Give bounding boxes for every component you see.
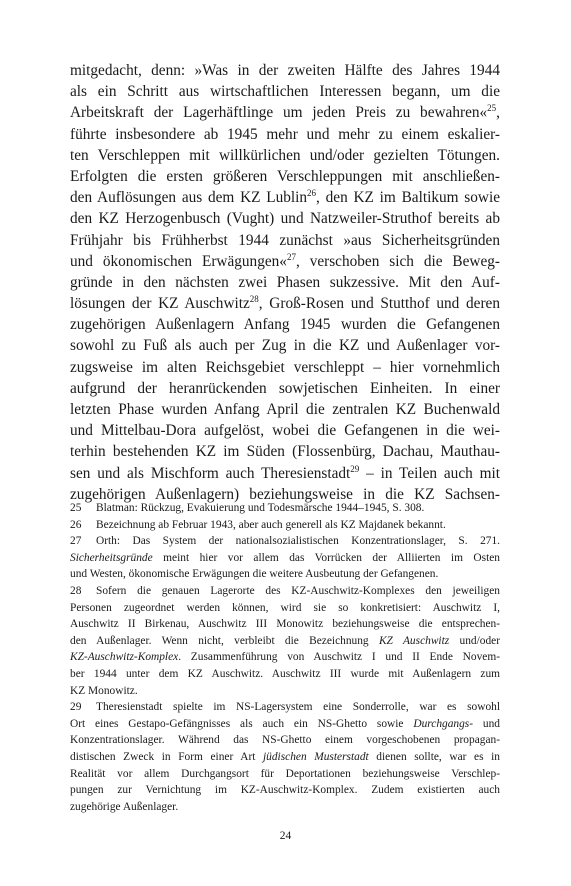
text-line: zugehörigen Außenlagern) beziehungsweise in die KZ Sachsen- <box>70 485 500 503</box>
footnote-text: Auschwitz II Birkenau, Auschwitz III Monowitz beziehungsweise die entsprechen- <box>70 618 500 631</box>
text-line: Erfolgten die ersten größeren Verschleppungen mit anschließen- <box>70 167 500 185</box>
footnote-emphasis: Durchgangs- <box>413 717 474 730</box>
footnote-emphasis: KZ-Auschwitz-Komplex <box>70 651 179 664</box>
footnote-text: und Westen, ökonomische Erwägungen die weitere Ausbeutung der Gefangenen. <box>70 568 439 581</box>
footnote-text: pungen zur Vernichtung im KZ-Auschwitz-Komplex. Zudem existierten auch <box>70 784 500 797</box>
footnote-emphasis: Sicherheitsgründe <box>70 551 153 564</box>
text-line: und ökonomischen Erwägungen«$^{27}$, verschoben sich die Beweg- <box>70 251 500 270</box>
footnote-text: Realität vor allem Durchgangsort für Deportationen beziehungsweise Verschlep- <box>70 767 500 780</box>
footnote-reference[interactable]: 27 <box>286 251 296 262</box>
body-paragraph <box>70 60 500 505</box>
footnote-text: KZ Monowitz. <box>70 684 138 697</box>
footnote-text: Ort eines Gestapo-Gefängnisses als auch ein NS-Ghetto sowie <box>70 717 414 730</box>
footnote-number: 26 <box>70 518 82 531</box>
page-number: 24 <box>279 830 292 842</box>
text-line: und Mittelbau-Dora aufgelöst, wobei die Gefangenen in die wei- <box>70 422 500 440</box>
text-line: terhin bestehenden KZ im Süden (Flossenbürg, Dachau, Mauthau- <box>70 443 500 461</box>
text-line: führte insbesondere ab 1945 mehr und mehr zu einem eskalier- <box>70 125 500 143</box>
text-line: lösungen der KZ Auschwitz$^{28}$, Groß-Rosen und Stutthof und deren <box>70 294 500 313</box>
text-line: letzten Phase wurden Anfang April die zentralen KZ Buchenwald <box>70 401 500 418</box>
footnote-number: 28 <box>70 584 82 597</box>
footnote-reference[interactable]: 29 <box>350 463 360 474</box>
footnote-text: . Zusammenführung von Auschwitz I und II Ende Novem- <box>178 651 500 664</box>
footnote-text: Blatman: Rückzug, Evakuierung und Todesmärsche 1944–1945, S. 308. <box>96 502 425 514</box>
footnote-text: Sofern die genauen Lagerorte des KZ-Auschwitz-Komplexes den jeweiligen <box>96 584 500 597</box>
footnote-text: ber 1944 unter dem KZ Auschwitz. Auschwitz III wurde mit Außenlagern zum <box>70 667 500 680</box>
footnote-number: 25 <box>70 502 82 514</box>
footnote-text: und/oder <box>449 634 500 647</box>
footnote-26 <box>70 517 500 534</box>
footnote-text: Bezeichnung ab Februar 1943, aber auch generell als KZ Majdanek bekannt. <box>96 518 446 531</box>
footnotes <box>70 500 500 815</box>
text-line: zugehörigen Außenlagern Anfang 1945 wurden die Gefangenen <box>70 316 500 334</box>
main-text <box>70 60 500 505</box>
footnote-text: Konzentrationslager. Während das NS-Ghetto einem vorgeschobenen propagan- <box>70 734 500 747</box>
footnote-emphasis: jüdischen Musterstadt <box>263 750 369 763</box>
footnote-number: 27 <box>70 535 82 548</box>
footnote-text: den Außenlager. Wenn nicht, verbleibt die Bezeichnung <box>70 634 379 647</box>
footnote-reference[interactable]: 25 <box>487 103 497 114</box>
text-line: ten Verschleppen mit willkürlichen und/oder gezielten Tötungen. <box>70 146 500 164</box>
footnote-text: meint hier vor allem das Vorrücken der Alliierten im Osten <box>152 551 500 564</box>
text-line: Arbeitskraft der Lagerhäftlinge um jeden Preis zu bewahren«$^{25}$, <box>70 103 500 122</box>
text-line: zugsweise im alten Reichsgebiet verschleppt – hier vornehmlich <box>70 358 500 376</box>
footnote-text: distischen Zweck in Form einer Art <box>70 750 263 763</box>
text-line: Frühjahr bis Frühherbst 1944 zunächst »aus Sicherheitsgründen <box>70 231 500 249</box>
footnote-28 <box>70 583 500 699</box>
text-line: sowohl zu Fuß als auch per Zug in die KZ und Außenlager vor- <box>70 337 500 355</box>
footnote-text: dienen sollte, war es in <box>368 750 500 763</box>
footnote-text: Theresienstadt spielte im NS-Lagersystem eine Sonderrolle, war es sowohl <box>96 701 500 714</box>
footnote-29 <box>70 699 500 815</box>
footnote-text: Orth: Das System der nationalsozialistischen Konzentrationslager, S. 271. <box>96 535 500 548</box>
footnote-reference[interactable]: 26 <box>307 188 317 199</box>
footnote-text: und <box>473 717 500 730</box>
footnote-number: 29 <box>70 701 82 714</box>
footnote-25 <box>70 500 500 517</box>
footnote-reference[interactable]: 28 <box>249 294 259 305</box>
footnote-text: Personen zugeordnet werden können, wird sie so konkretisiert: Auschwitz I, <box>70 601 500 614</box>
footnote-emphasis: KZ Auschwitz <box>378 634 450 647</box>
text-line: als ein Schritt aus wirtschaftlichen Interessen begann, um die <box>70 83 500 101</box>
footnote-27 <box>70 533 500 583</box>
text-line: mitgedacht, denn: »Was in der zweiten Hälfte des Jahres 1944 <box>70 62 500 79</box>
text-line: aufgrund der heranrückenden sowjetischen Einheiten. In einer <box>70 379 500 397</box>
text-line: den KZ Herzogenbusch (Vught) und Natzweiler-Struthof bereits ab <box>70 210 500 228</box>
text-line: sen und als Mischform auch Theresienstadt$^{29}$ – in Teilen auch mit <box>70 463 500 482</box>
text-line: den Auflösungen aus dem KZ Lublin$^{26}$, den KZ im Baltikum sowie <box>70 188 500 207</box>
footnote-text: zugehörige Außenlager. <box>70 800 179 813</box>
text-line: gründe in den nächsten zwei Phasen sukzessive. Mit den Auf- <box>70 273 500 291</box>
